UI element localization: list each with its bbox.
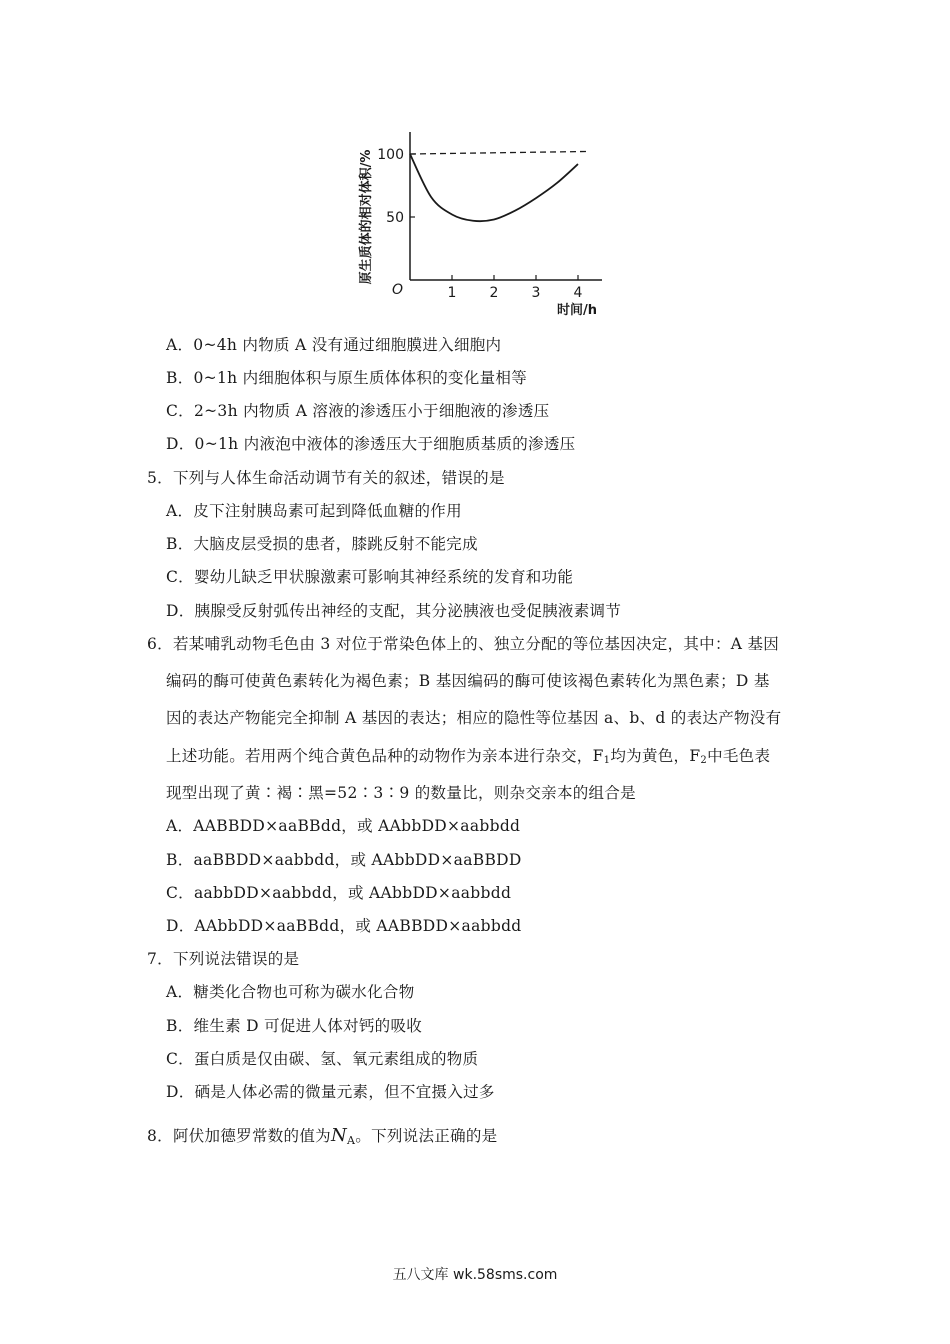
- f1-subscript: 1: [603, 755, 611, 766]
- q6-stem-line4: [166, 745, 770, 772]
- q6-option-a: A．AABBDD×aaBBdd，或 AAbbDD×aabbdd: [166, 817, 521, 835]
- plasmolysis-chart: [352, 122, 622, 327]
- q6-stem-line1: 6．若某哺乳动物毛色由 3 对位于常染色体上的、独立分配的等位基因决定，其中：A 基因: [147, 635, 780, 653]
- q6-option-d: D．AAbbDD×aaBBdd，或 AABBDD×aabbdd: [166, 917, 522, 935]
- q5-option-c: C．婴幼儿缺乏甲状腺激素可影响其神经系统的发育和功能: [166, 568, 574, 586]
- q8-stem-after: 。下列说法正确的是: [355, 1127, 498, 1145]
- q7-option-c: C．蛋白质是仅由碳、氢、氧元素组成的物质: [166, 1050, 479, 1068]
- q8-stem-before: 8．阿伏加德罗常数的值为: [147, 1127, 331, 1145]
- q8-stem: [147, 1125, 497, 1152]
- q6-line4-part-c: 中毛色表: [707, 747, 771, 765]
- tick-label-group: [377, 147, 582, 301]
- series-reference-dashed-line: [410, 151, 586, 154]
- q5-stem: 5．下列与人体生命活动调节有关的叙述，错误的是: [147, 469, 505, 487]
- q7-option-b: B．维生素 D 可促进人体对钙的吸收: [166, 1017, 423, 1035]
- series-curve-line: [410, 154, 578, 221]
- x-tick-label-3: 3: [531, 285, 541, 301]
- q5-option-a: A．皮下注射胰岛素可起到降低血糖的作用: [166, 502, 462, 520]
- origin-label: O: [392, 282, 404, 298]
- q7-option-a: A．糖类化合物也可称为碳水化合物: [166, 983, 415, 1001]
- q4-option-a: A．0~4h 内物质 A 没有通过细胞膜进入细胞内: [166, 336, 502, 354]
- q4-option-c: C．2~3h 内物质 A 溶液的渗透压小于细胞液的渗透压: [166, 402, 550, 420]
- q4-option-d: D．0~1h 内液泡中液体的渗透压大于细胞质基质的渗透压: [166, 435, 576, 453]
- q6-option-b: B．aaBBDD×aabbdd，或 AAbbDD×aaBBDD: [166, 851, 522, 869]
- q6-stem-line2: 编码的酶可使黄色素转化为褐色素；B 基因编码的酶可使该褐色素转化为黑色素；D 基: [166, 672, 770, 690]
- chart-svg: [352, 122, 622, 327]
- y-tick-label-50: 50: [386, 210, 404, 226]
- q6-option-c: C．aabbDD×aabbdd，或 AAbbDD×aabbdd: [166, 884, 512, 902]
- tick-group: [410, 154, 578, 280]
- x-tick-label-1: 1: [447, 285, 457, 301]
- q5-option-b: B．大脑皮层受损的患者，膝跳反射不能完成: [166, 535, 478, 553]
- q4-option-b: B．0~1h 内细胞体积与原生质体体积的变化量相等: [166, 369, 528, 387]
- q6-stem-line3: 因的表达产物能完全抑制 A 基因的表达；相应的隐性等位基因 a、b、d 的表达产物没有: [166, 709, 782, 727]
- q7-option-d: D．硒是人体必需的微量元素，但不宜摄入过多: [166, 1083, 495, 1101]
- f2-subscript: 2: [700, 755, 708, 766]
- q6-line4-part-b: 均为黄色，F: [610, 747, 701, 765]
- q5-option-d: D．胰腺受反射弧传出神经的支配，其分泌胰液也受促胰液素调节: [166, 602, 622, 620]
- x-tick-label-4: 4: [573, 285, 583, 301]
- x-axis-label: 时间/h: [557, 303, 598, 318]
- footer-watermark: 五八文库 wk.58sms.com: [392, 1267, 558, 1283]
- y-tick-label-100: 100: [377, 147, 404, 163]
- x-tick-label-2: 2: [489, 285, 499, 301]
- q7-stem: 7．下列说法错误的是: [147, 950, 300, 968]
- y-axis-label: 原生质体的相对体积/%: [359, 149, 374, 285]
- q6-stem-line5: 现型出现了黄∶褐∶黑=52∶3∶9 的数量比，则杂交亲本的组合是: [166, 784, 636, 802]
- q6-line4-part-a: 上述功能。若用两个纯合黄色品种的动物作为亲本进行杂交，F: [166, 747, 604, 765]
- avogadro-symbol: NA: [330, 1125, 356, 1147]
